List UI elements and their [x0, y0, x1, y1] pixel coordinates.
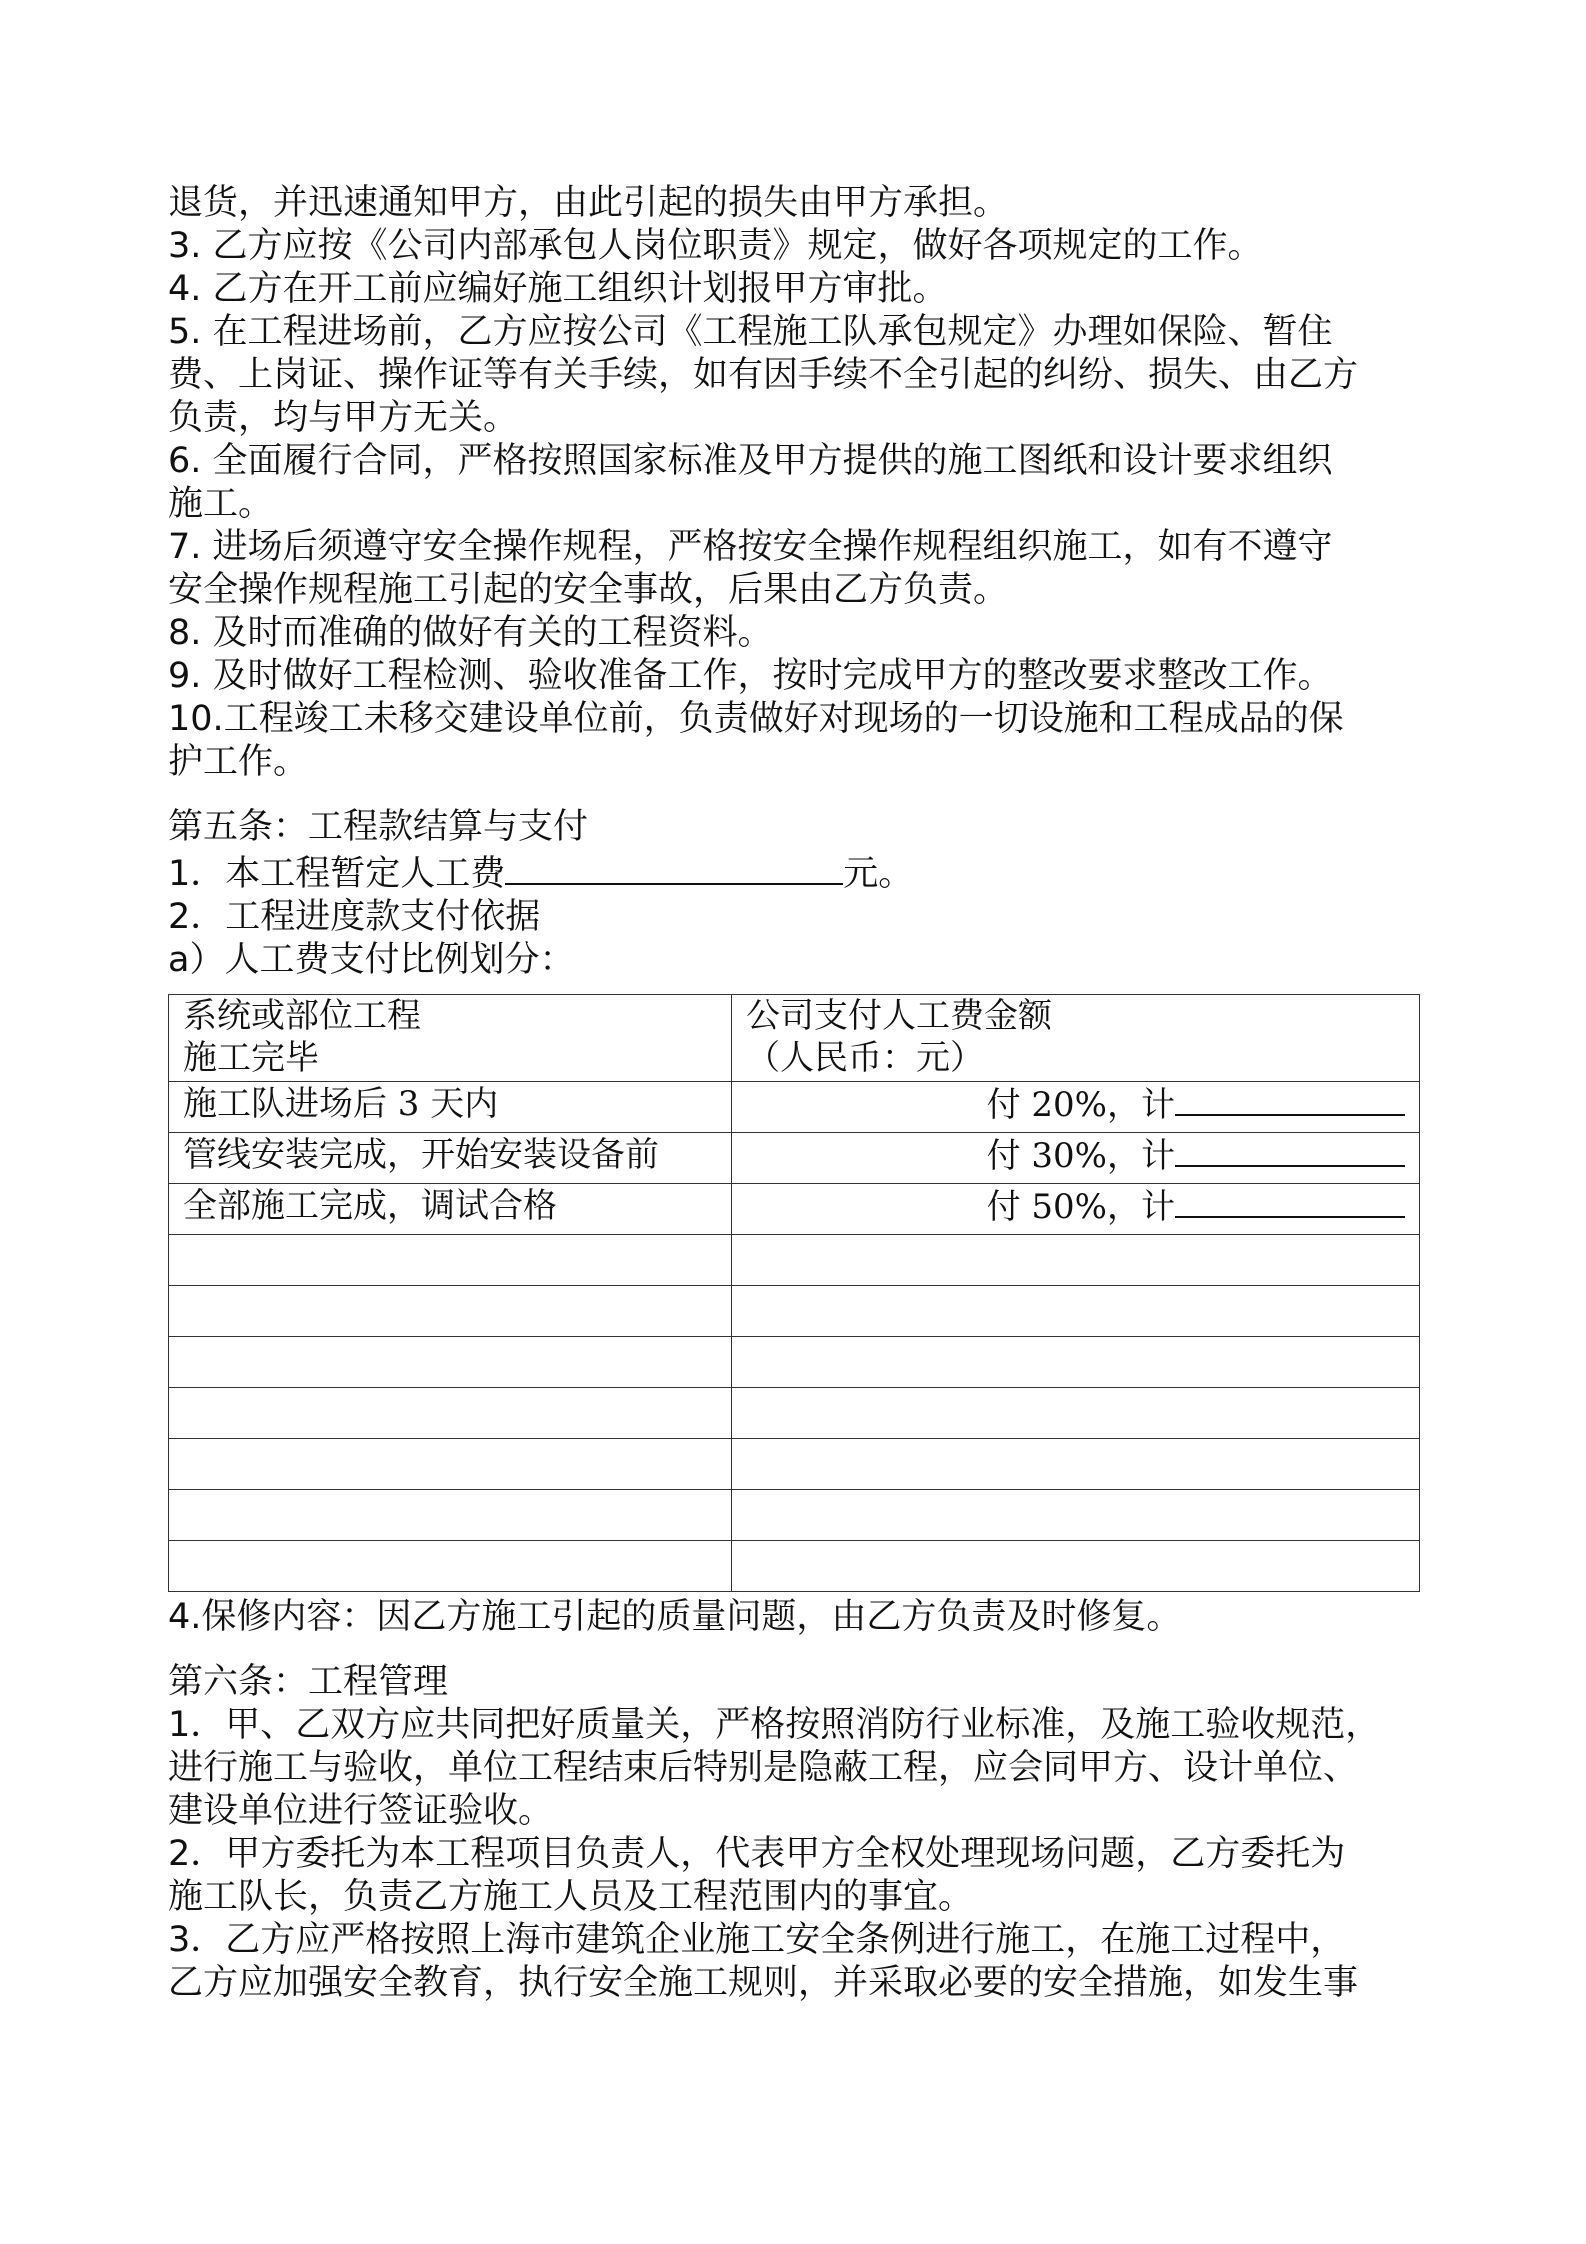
empty-table-row	[169, 1286, 1420, 1337]
header-stage-cell	[169, 995, 732, 1082]
paragraph-line: 5. 在工程进场前，乙方应按公司《工程施工队承包规定》办理如保险、暂住	[168, 312, 1333, 352]
article-6	[168, 1661, 1438, 2005]
paragraph-line: 3. 乙方应按《公司内部承包人岗位职责》规定，做好各项规定的工作。	[168, 226, 1263, 266]
amount-blank[interactable]	[1175, 1082, 1405, 1116]
amount-label: 付 30%，计	[986, 1136, 1175, 1176]
empty-table-row	[169, 1541, 1420, 1592]
empty-table-row	[169, 1439, 1420, 1490]
amount-cell	[732, 1082, 1420, 1133]
paragraph-line: 6. 全面履行合同，严格按照国家标准及甲方提供的施工图纸和设计要求组织	[168, 441, 1333, 481]
paragraph-line: 10.工程竣工未移交建设单位前，负责做好对现场的一切设施和工程成品的保	[168, 699, 1344, 739]
table-row	[169, 1133, 1420, 1184]
empty-table-row	[169, 1388, 1420, 1439]
paragraph-line: 9. 及时做好工程检测、验收准备工作，按时完成甲方的整改要求整改工作。	[168, 656, 1333, 696]
paragraph-line: 费、上岗证、操作证等有关手续，如有因手续不全引起的纠纷、损失、由乙方	[168, 355, 1359, 395]
empty-table-row	[169, 1490, 1420, 1541]
labor-cost-unit: 元。	[843, 854, 914, 894]
paragraph-line: 安全操作规程施工引起的安全事故，后果由乙方负责。	[168, 570, 1009, 610]
header-amount-line2: （人民币：元）	[746, 1038, 984, 1078]
amount-blank[interactable]	[1175, 1184, 1405, 1218]
article-6-heading: 第六条：工程管理	[168, 1662, 449, 1702]
amount-cell	[732, 1184, 1420, 1235]
paragraph-line: 进行施工与验收，单位工程结束后特别是隐蔽工程，应会同甲方、设计单位、	[168, 1748, 1359, 1788]
paragraph-line: 建设单位进行签证验收。	[168, 1791, 554, 1831]
paragraph-line: 1．甲、乙双方应共同把好质量关，严格按照消防行业标准，及施工验收规范，	[168, 1705, 1381, 1745]
labor-cost-blank[interactable]	[505, 849, 843, 885]
stage-cell: 施工队进场后 3 天内	[169, 1082, 732, 1133]
table-row	[169, 1184, 1420, 1235]
article-5-heading: 第五条：工程款结算与支付	[168, 807, 589, 847]
payment-ratio-line: a）人工费支付比例划分：	[168, 940, 575, 980]
amount-blank[interactable]	[1175, 1133, 1405, 1167]
amount-cell	[732, 1133, 1420, 1184]
table-header-row	[169, 995, 1420, 1082]
paragraph-line: 7. 进场后须遵守安全操作规程，严格按安全操作规程组织施工，如有不遵守	[168, 527, 1333, 567]
labor-cost-line	[168, 849, 1438, 896]
paragraph-line: 施工。	[168, 484, 274, 524]
paragraph-line: 乙方应加强安全教育，执行安全施工规则，并采取必要的安全措施，如发生事	[168, 1963, 1359, 2003]
header-amount-cell	[732, 995, 1420, 1082]
empty-table-row	[169, 1337, 1420, 1388]
empty-table-row	[169, 1235, 1420, 1286]
paragraph-line: 施工队长，负责乙方施工人员及工程范围内的事宜。	[168, 1877, 974, 1917]
paragraph-line: 8. 及时而准确的做好有关的工程资料。	[168, 613, 773, 653]
paragraph-line: 护工作。	[168, 742, 309, 782]
header-stage-line1: 系统或部位工程	[183, 996, 421, 1036]
paragraph-line: 负责，均与甲方无关。	[168, 398, 519, 438]
responsibilities-section	[168, 182, 1438, 784]
paragraph-line: 3．乙方应严格按照上海市建筑企业施工安全条例进行施工，在施工过程中，	[168, 1920, 1346, 1960]
warranty-line: 4.保修内容：因乙方施工引起的质量问题，由乙方负责及时修复。	[168, 1597, 1182, 1637]
stage-cell: 全部施工完成，调试合格	[169, 1184, 732, 1235]
stage-cell: 管线安装完成，开始安装设备前	[169, 1133, 732, 1184]
header-amount-line1: 公司支付人工费金额	[746, 996, 1052, 1036]
paragraph-line: 4. 乙方在开工前应编好施工组织计划报甲方审批。	[168, 269, 948, 309]
payment-basis-line: 2．工程进度款支付依据	[168, 897, 541, 937]
payment-schedule-table	[168, 994, 1420, 1592]
amount-label: 付 50%，计	[986, 1187, 1175, 1227]
article-5	[168, 806, 1438, 982]
paragraph-line: 2．甲方委托为本工程项目负责人，代表甲方全权处理现场问题，乙方委托为	[168, 1834, 1346, 1874]
amount-label: 付 20%，计	[986, 1085, 1175, 1125]
table-row	[169, 1082, 1420, 1133]
header-stage-line2: 施工完毕	[183, 1038, 319, 1078]
labor-cost-label: 1．本工程暂定人工费	[168, 854, 506, 894]
document-body	[168, 182, 1438, 2005]
paragraph-line: 退货，并迅速通知甲方，由此引起的损失由甲方承担。	[168, 183, 1009, 223]
